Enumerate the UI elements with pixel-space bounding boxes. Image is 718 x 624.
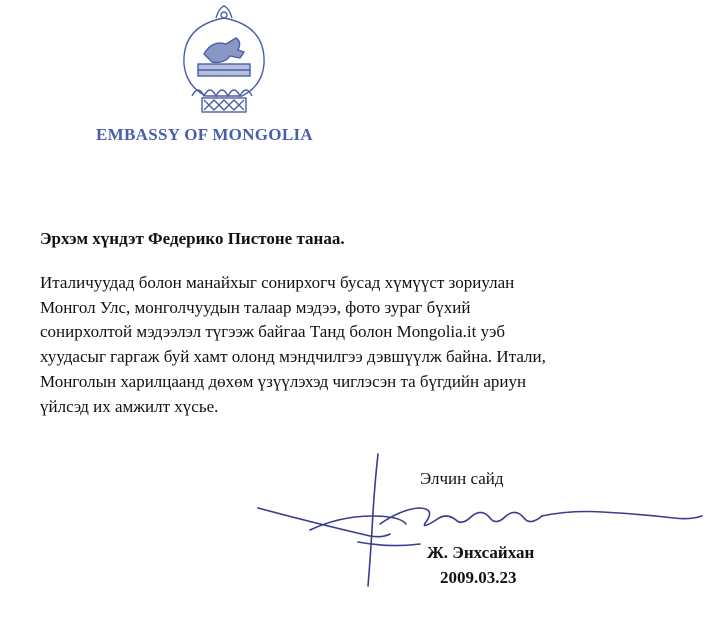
letter-date: 2009.03.23 (440, 568, 517, 587)
letter-body-line: Монголын харилцаанд дөхөм үзүүлэхэд чиглэсэн та бүгдийн ариун (40, 371, 527, 391)
signer-position: Элчин сайд (420, 469, 504, 488)
letter-body-line: үйлсэд их амжилт хүсье. (40, 396, 219, 416)
letter-body-line: сонирхолтой мэдээлэл түгээж байгаа Танд болон Mongolia.it уэб (40, 322, 506, 342)
letter-body-line: Италичуудад болон манайхыг сонирхогч бусад хүмүүст зориулан (40, 273, 515, 292)
letter-body-line: хуудасыг гаргаж буй хамт олонд мэндчилгээ дэвшүүлж байна. Итали, (40, 347, 546, 367)
letter-salutation: Эрхэм хүндэт Федерико Пистоне танаа. (40, 229, 345, 248)
letter-body-line: Монгол Улс, монголчуудын талаар мэдээ, фото зураг бүхий (40, 297, 471, 317)
letterhead-org-name: EMBASSY OF MONGOLIA (96, 125, 313, 144)
mongolia-emblem-icon (164, 4, 284, 120)
letter-body (40, 271, 700, 419)
signer-name: Ж. Энхсайхан (427, 543, 535, 562)
